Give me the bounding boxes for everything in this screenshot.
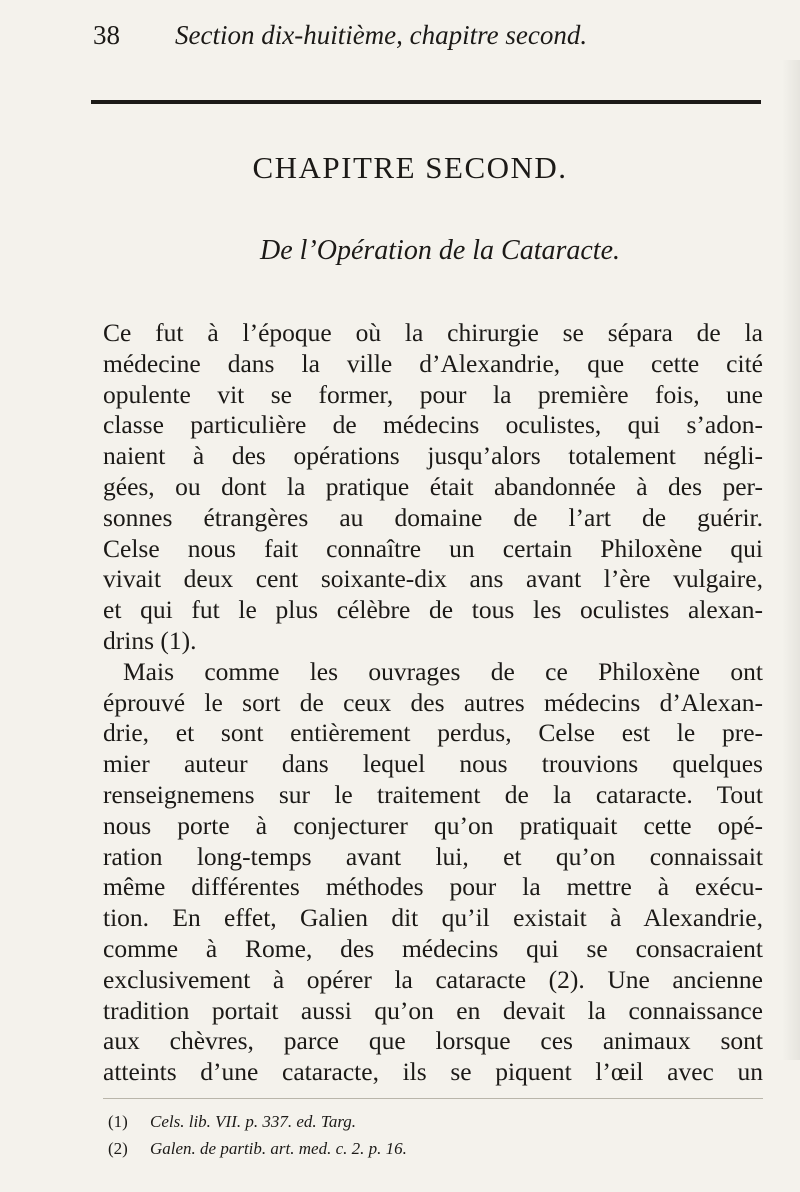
header-rule bbox=[91, 100, 761, 104]
text-line: vivait deux cent soixante-dix ans avant l’ère vulgaire, bbox=[103, 564, 763, 594]
chapter-title: CHAPITRE SECOND. bbox=[252, 150, 568, 185]
footnote-text: Galen. de partib. art. med. c. 2. p. 16. bbox=[150, 1139, 407, 1158]
text-line: et qui fut le plus célèbre de tous les oculistes alexan- bbox=[103, 595, 763, 625]
text-line: atteints d’une cataracte, ils se piquent l’œil avec un bbox=[103, 1057, 763, 1087]
footnote bbox=[108, 1135, 708, 1162]
text-line: classe particulière de médecins oculistes, qui s’adon- bbox=[103, 410, 763, 440]
text-line: comme à Rome, des médecins qui se consacraient bbox=[103, 933, 763, 963]
chapter-subtitle: De l’Opération de la Cataracte. bbox=[259, 235, 621, 266]
footnote-ref: (2) bbox=[108, 1139, 128, 1158]
text-line: Mais comme les ouvrages de ce Philoxène ont bbox=[123, 656, 763, 686]
footnote-rule bbox=[103, 1098, 763, 1099]
text-line: médecine dans la ville d’Alexandrie, que cette cité bbox=[103, 348, 763, 378]
footnote-text: Cels. lib. VII. p. 337. ed. Targ. bbox=[150, 1112, 357, 1131]
page-edge-shadow bbox=[782, 60, 800, 1060]
text-line: naient à des opérations jusqu’alors totalement négli- bbox=[103, 441, 763, 471]
text-line: aux chèvres, parce que lorsque ces animaux sont bbox=[103, 1026, 763, 1056]
text-line: éprouvé le sort de ceux des autres médecins d’Alexan- bbox=[103, 687, 763, 717]
text-line: exclusivement à opérer la cataracte (2). Une ancienne bbox=[103, 964, 763, 994]
text-line: drie, et sont entièrement perdus, Celse est le pre- bbox=[103, 718, 763, 748]
text-line: même différentes méthodes pour la mettre à exécu- bbox=[103, 872, 763, 902]
page-number: 38 bbox=[93, 20, 120, 50]
text-line: tion. En effet, Galien dit qu’il existait à Alexandrie, bbox=[103, 903, 763, 933]
footnote bbox=[108, 1108, 708, 1135]
footnote-ref: (1) bbox=[108, 1112, 128, 1131]
text-line: tradition portait aussi qu’on en devait la connaissance bbox=[103, 995, 763, 1025]
text-line: nous porte à conjecturer qu’on pratiquait cette opé- bbox=[103, 810, 763, 840]
text-line: renseignemens sur le traitement de la cataracte. Tout bbox=[103, 779, 763, 809]
body-text bbox=[103, 318, 763, 1088]
text-line: mier auteur dans lequel nous trouvions quelques bbox=[103, 749, 763, 779]
text-line: drins (1). bbox=[103, 625, 197, 655]
footnotes bbox=[108, 1108, 708, 1162]
text-line: Celse nous fait connaître un certain Philoxène qui bbox=[103, 533, 763, 563]
page-header bbox=[93, 14, 763, 54]
text-line: sonnes étrangères au domaine de l’art de guérir. bbox=[103, 502, 763, 532]
text-line: opulente vit se former, pour la première fois, une bbox=[103, 379, 763, 409]
running-head: Section dix-huitième, chapitre second. bbox=[175, 20, 588, 50]
text-line: ration long-temps avant lui, et qu’on connaissait bbox=[103, 841, 763, 871]
text-line: Ce fut à l’époque où la chirurgie se sépara de la bbox=[103, 318, 763, 347]
text-line: gées, ou dont la pratique était abandonnée à des per- bbox=[103, 471, 763, 501]
